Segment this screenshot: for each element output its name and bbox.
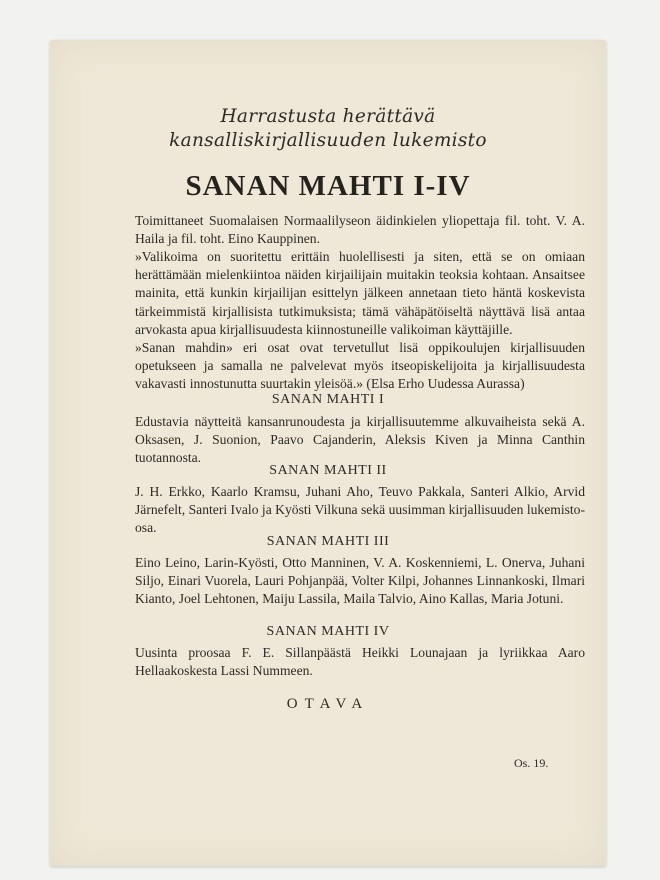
section-text-1: Edustavia näytteitä kansanrunoudesta ja kirjallisuutemme alkuvaiheista sekä A. Oksasen, J. Suonion, Paavo Cajanderin, Aleksis Kiven ja Minna Canthin tuotannosta. bbox=[135, 414, 585, 466]
series-title: SANAN MAHTI I-IV bbox=[185, 170, 471, 202]
section-heading-2: SANAN MAHTI II bbox=[269, 463, 387, 478]
tagline-line-2: kansalliskirjallisuuden lukemisto bbox=[169, 130, 487, 151]
section-text-4: Uusinta proosaa F. E. Sillanpäästä Heikki Lounajaan ja lyriikkaa Aaro Hellaakoskesta Lassi Nummeen. bbox=[135, 645, 585, 679]
review-quote-2: »Sanan mahdin» eri osat ovat tervetullut lisä oppikoulujen kirjallisuuden opetukseen ja samalla ne palvelevat myös itseopiskelijoita ja kirjallisuudesta vakavasti innostunutta suurtakin yleisöä.» (Elsa Erho Uudessa Aurassa) bbox=[135, 340, 585, 392]
cover-text bbox=[50, 40, 606, 866]
review-quote-1: »Valikoima on suoritettu erittäin huolellisesti ja siten, että se on omiaan herättämään mielenkiintoa näiden kirjailijain muitakin teoksia kohtaan. Ansaitsee mainita, että kunkin kirjailijan esittelyn jälkeen annetaan tieto häntä koskevista tärkeimmistä kirjallisista tutkimuksista; tämä vähäpätöiseltä näyttävä lisä antaa arvokasta apua kirjallisuudesta kiinnostuneille valikoiman käyttäjille. bbox=[135, 249, 585, 337]
publisher-name: OTAVA bbox=[286, 696, 370, 712]
catalog-code: Os. 19. bbox=[514, 756, 549, 770]
tagline-line-1: Harrastusta herättävä bbox=[220, 106, 436, 127]
section-text-3: Eino Leino, Larin-Kyösti, Otto Manninen, V. A. Koskenniemi, L. Onerva, Juhani Siljo, Einari Vuorela, Lauri Pohjanpää, Volter Kilpi, Johannes Linnankoski, Ilmari Kianto, Joel Lehtonen, Maiju Lassila, Maila Talvio, Aino Kallas, Maria Jotuni. bbox=[135, 555, 585, 607]
section-heading-1: SANAN MAHTI I bbox=[271, 392, 385, 407]
section-heading-3: SANAN MAHTI III bbox=[266, 534, 390, 549]
editors-paragraph: Toimittaneet Suomalaisen Normaalilyseon äidinkielen yliopettaja fil. toht. V. A. Haila ja fil. toht. Eino Kauppinen. bbox=[135, 213, 585, 247]
section-heading-4: SANAN MAHTI IV bbox=[266, 624, 390, 639]
section-text-2: J. H. Erkko, Kaarlo Kramsu, Juhani Aho, Teuvo Pakkala, Santeri Alkio, Arvid Järnefelt, Santeri Ivalo ja Kyösti Vilkuna sekä uusimman kirjallisuuden lukemisto-osa. bbox=[135, 484, 585, 536]
book-back-cover bbox=[50, 40, 606, 866]
